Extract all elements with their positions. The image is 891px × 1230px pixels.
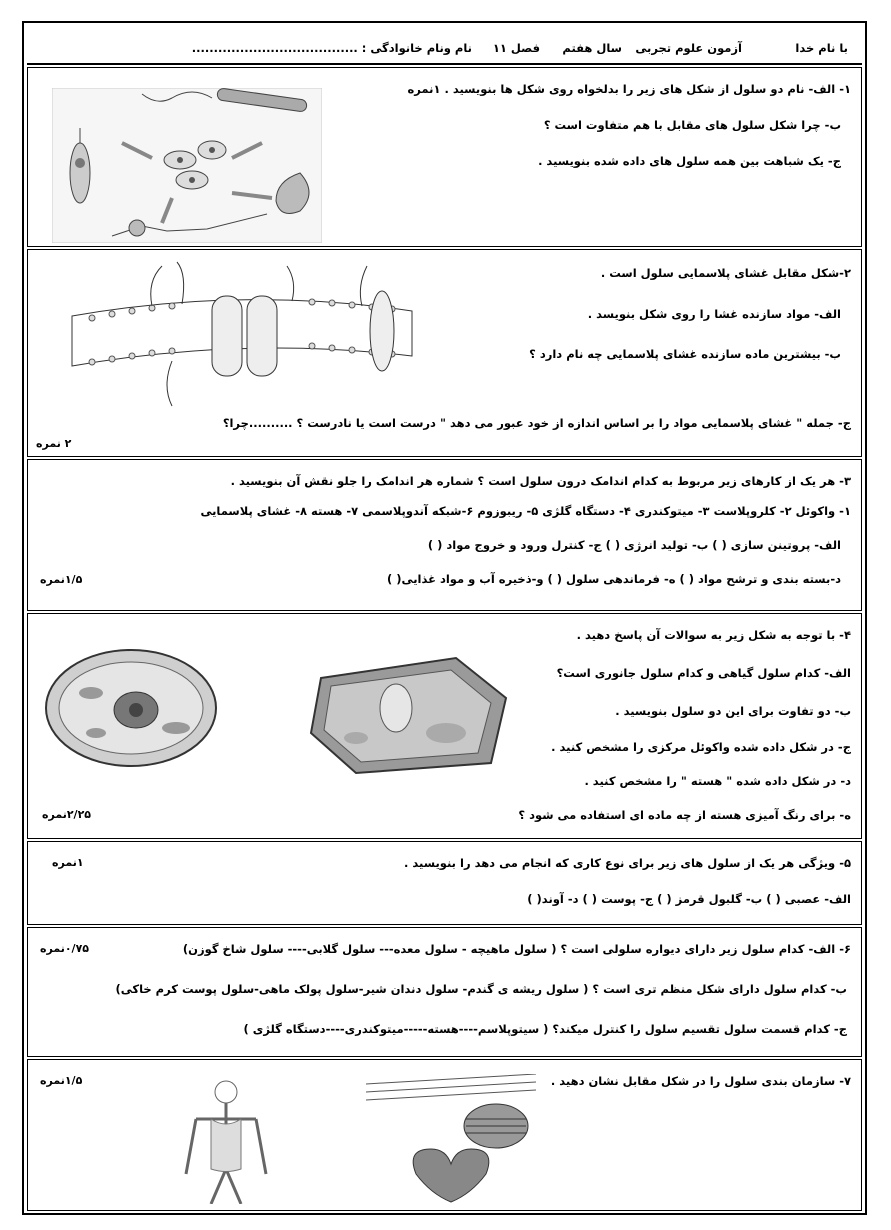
q3-row1: الف- پروتینن سازی ( ) ب- تولید انرژی ( ) ج- کنترل ورود و خروج مواد ( ) (427, 538, 841, 552)
q1-a: ۱- الف- نام دو سلول از شکل های زیر را بدلخواه روی شکل ها بنویسید . ۱نمره (407, 82, 851, 96)
q4-e: ه- برای رنگ آمیزی هسته از چه ماده ای استفاده می شود ؟ (518, 808, 851, 822)
question-6 (27, 927, 862, 1057)
q4-b: ب- دو تفاوت برای این دو سلول بنویسید . (615, 704, 851, 718)
plant-animal-cells-figure (36, 638, 516, 778)
q2-a: الف- مواد سازنده غشا را روی شکل بنویسد . (587, 307, 841, 321)
q2-c: ج- جمله " غشای پلاسمایی مواد را بر اساس اندازه از خود عبور می دهد " درست است یا نادرست ؟ ..........چرا؟ (222, 416, 851, 430)
basmala: با نام خدا (795, 41, 848, 55)
q4-c: ج- در شکل داده شده واکوئل مرکزی را مشخص کنید . (551, 740, 851, 754)
q6-a: ۶- الف- کدام سلول زیر دارای دیواره سلولی است ؟ ( سلول ماهیچه - سلول معده--- سلول گلابی---- سلول شاخ گوزن) (182, 942, 851, 956)
question-7 (27, 1059, 862, 1211)
q5-items: الف- عصبی ( ) ب- گلبول قرمز ( ) ج- پوست ( ) د- آوند( ) (527, 892, 851, 906)
q4-d: د- در شکل داده شده " هسته " را مشخص کنید . (584, 774, 851, 788)
q1-b: ب- چرا شکل سلول های مقابل با هم متفاوت است ؟ (543, 118, 841, 132)
question-5 (27, 841, 862, 925)
q5-intro: ۵- ویژگی هر یک از سلول های زیر برای نوع کاری که انجام می دهد را بنویسید . (404, 856, 851, 870)
q3-score: ۱/۵نمره (40, 573, 83, 586)
q2-intro: ۲-شکل مقابل غشای پلاسمایی سلول است . (600, 266, 851, 280)
q4-intro: ۴- با توجه به شکل زیر به سوالات آن پاسخ دهید . (576, 628, 851, 642)
exam-header (27, 23, 862, 65)
cell-organization-figure (166, 1074, 546, 1204)
q7-intro: ۷- سازمان بندی سلول را در شکل مقابل نشان دهید . (550, 1074, 851, 1088)
q3-intro: ۳- هر یک از کارهای زیر مربوط به کدام اندامک درون سلول است ؟ شماره هر اندامک را جلو نقش آن بنویسید . (230, 474, 851, 488)
question-1 (27, 67, 862, 247)
exam-title: آزمون علوم تجربی (635, 41, 742, 55)
q2-score: ۲ نمره (36, 437, 72, 450)
chapter: فصل ۱۱ (492, 41, 540, 55)
question-4 (27, 613, 862, 839)
q3-organelle-list: ۱- واکوئل ۲- کلروپلاست ۳- میتوکندری ۴- دستگاه گلژی ۵- ریبوزوم ۶-شبکه آندوپلاسمی ۷- هسته ۸- غشای پلاسمایی (200, 504, 851, 518)
plasma-membrane-figure (62, 256, 422, 416)
q7-score: ۱/۵نمره (40, 1074, 83, 1087)
q1-c: ج- یک شباهت بین همه سلول های داده شده بنویسید . (538, 154, 841, 168)
exam-sheet (22, 21, 867, 1215)
cell-shapes-figure (52, 88, 322, 243)
q6-c: ج- کدام قسمت سلول تقسیم سلول را کنترل میکند؟ ( سیتوپلاسم----هسته-----میتوکندری----دستگاه گلژی ) (243, 1022, 847, 1036)
q4-score: ۲/۲۵نمره (42, 808, 92, 821)
grade: سال هفتم (562, 41, 622, 55)
q6-score: ۰/۷۵نمره (40, 942, 90, 955)
q5-score: ۱نمره (52, 856, 84, 869)
q6-b: ب- کدام سلول دارای شکل منظم تری است ؟ ( سلول ریشه ی گندم- سلول دندان شیر-سلول پولک ماهی-سلول پوست کرم خاکی) (115, 982, 847, 996)
q3-row2: د-بسته بندی و ترشح مواد ( ) ه- فرماندهی سلول ( ) و-ذخیره آب و مواد غذایی( ) (387, 572, 841, 586)
student-name-field[interactable]: نام ونام خانوادگی : ...................................... (191, 41, 472, 55)
question-2 (27, 249, 862, 457)
question-3 (27, 459, 862, 611)
q2-b: ب- بیشترین ماده سازنده غشای پلاسمایی چه نام دارد ؟ (529, 347, 841, 361)
q4-a: الف- کدام سلول گیاهی و کدام سلول جانوری است؟ (556, 666, 851, 680)
